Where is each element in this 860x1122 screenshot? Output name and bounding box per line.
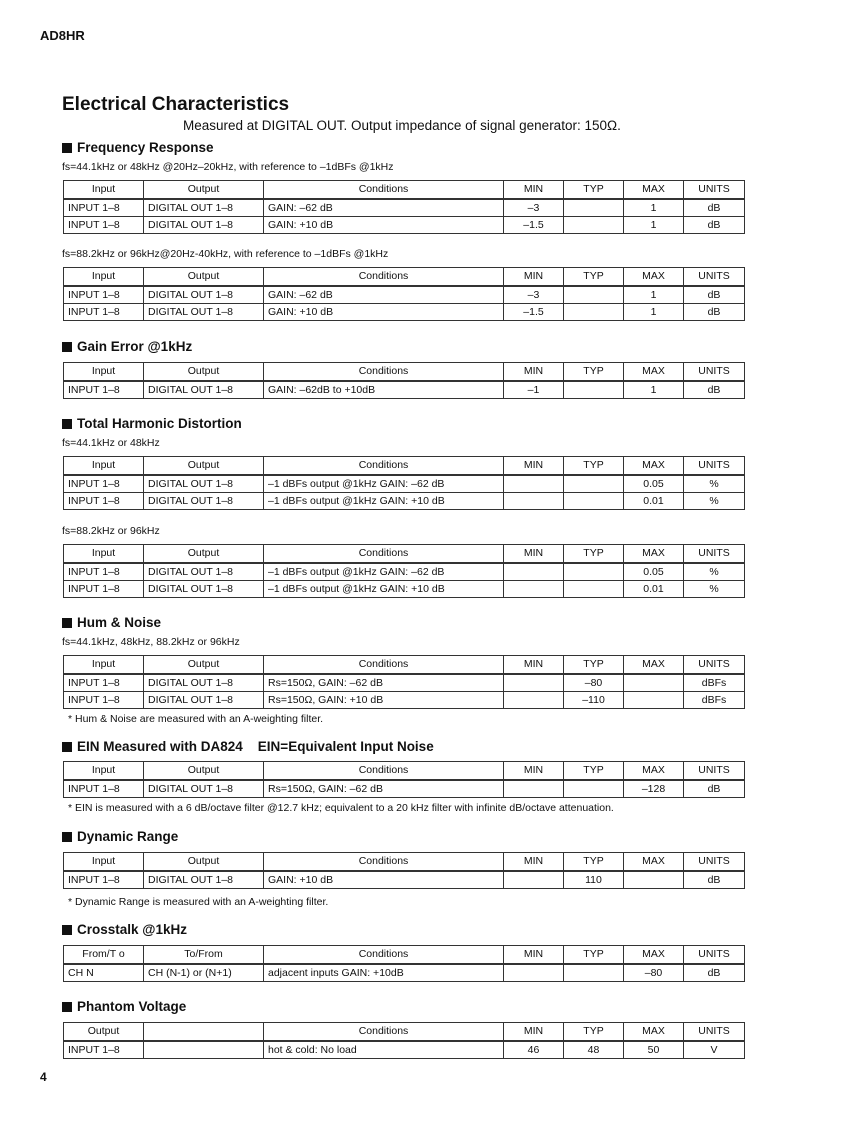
section-title: Hum & Noise <box>77 615 162 630</box>
table-row <box>64 581 745 598</box>
conditions-cell: GAIN: –62 dB <box>264 199 504 217</box>
typ-cell <box>564 286 624 304</box>
section-phantom-voltage <box>62 999 186 1014</box>
column-header: TYP <box>564 762 624 781</box>
table-row <box>64 217 745 234</box>
footnote: * Hum & Noise are measured with an A-weighting filter. <box>68 713 324 725</box>
max-cell: 0.05 <box>624 475 684 493</box>
column-header: Conditions <box>264 268 504 287</box>
column-header: MAX <box>624 363 684 382</box>
spec-table <box>63 852 745 889</box>
max-cell <box>624 692 684 709</box>
input-cell: INPUT 1–8 <box>64 871 144 889</box>
max-cell: 0.05 <box>624 563 684 581</box>
section-title: EIN Measured with DA824 EIN=Equivalent Input Noise <box>77 739 434 754</box>
typ-cell <box>564 581 624 598</box>
column-header: MIN <box>504 853 564 872</box>
bullet-square-icon <box>62 925 72 935</box>
column-header: TYP <box>564 656 624 675</box>
column-header: TYP <box>564 853 624 872</box>
max-cell <box>624 674 684 692</box>
section-title: Crosstalk @1kHz <box>77 922 187 937</box>
input-cell: INPUT 1–8 <box>64 563 144 581</box>
min-cell <box>504 563 564 581</box>
input-cell: INPUT 1–8 <box>64 780 144 798</box>
column-header: MAX <box>624 457 684 476</box>
condition-note: fs=44.1kHz, 48kHz, 88.2kHz or 96kHz <box>62 636 240 648</box>
column-header: Output <box>144 363 264 382</box>
min-cell <box>504 475 564 493</box>
model-header: AD8HR <box>40 28 85 43</box>
section-ein <box>62 739 434 754</box>
conditions-cell: –1 dBFs output @1kHz GAIN: +10 dB <box>264 581 504 598</box>
column-header: UNITS <box>684 656 745 675</box>
column-header: UNITS <box>684 762 745 781</box>
bullet-square-icon <box>62 618 72 628</box>
min-cell <box>504 493 564 510</box>
output-cell: DIGITAL OUT 1–8 <box>144 217 264 234</box>
column-header: MAX <box>624 762 684 781</box>
conditions-cell: –1 dBFs output @1kHz GAIN: +10 dB <box>264 493 504 510</box>
column-header: MIN <box>504 457 564 476</box>
table-header-row <box>64 268 745 287</box>
table-row <box>64 563 745 581</box>
output-cell: DIGITAL OUT 1–8 <box>144 780 264 798</box>
input-cell: INPUT 1–8 <box>64 493 144 510</box>
column-header: MAX <box>624 946 684 965</box>
footnote: * Dynamic Range is measured with an A-weighting filter. <box>68 896 329 908</box>
column-header: UNITS <box>684 363 745 382</box>
typ-cell: 48 <box>564 1041 624 1059</box>
output-cell: CH (N-1) or (N+1) <box>144 964 264 982</box>
table-header-row <box>64 363 745 382</box>
output-cell: DIGITAL OUT 1–8 <box>144 871 264 889</box>
output-cell <box>144 1041 264 1059</box>
column-header: UNITS <box>684 457 745 476</box>
conditions-cell: GAIN: +10 dB <box>264 217 504 234</box>
column-header: From/T o <box>64 946 144 965</box>
input-cell: INPUT 1–8 <box>64 199 144 217</box>
spec-table <box>63 362 745 399</box>
bullet-square-icon <box>62 342 72 352</box>
bullet-square-icon <box>62 143 72 153</box>
column-header: Conditions <box>264 656 504 675</box>
table-row <box>64 1041 745 1059</box>
column-header: MIN <box>504 181 564 200</box>
table-row <box>64 674 745 692</box>
units-cell: dBFs <box>684 692 745 709</box>
page-number: 4 <box>40 1070 47 1084</box>
input-cell: INPUT 1–8 <box>64 286 144 304</box>
output-cell: DIGITAL OUT 1–8 <box>144 304 264 321</box>
condition-note: fs=88.2kHz or 96kHz@20Hz-40kHz, with reference to –1dBFs @1kHz <box>62 248 389 260</box>
column-header: Conditions <box>264 181 504 200</box>
typ-cell <box>564 780 624 798</box>
bullet-square-icon <box>62 742 72 752</box>
column-header: Output <box>144 656 264 675</box>
conditions-cell: –1 dBFs output @1kHz GAIN: –62 dB <box>264 563 504 581</box>
units-cell: dB <box>684 871 745 889</box>
column-header: Input <box>64 853 144 872</box>
table-header-row <box>64 545 745 564</box>
column-header: Conditions <box>264 946 504 965</box>
table-row <box>64 304 745 321</box>
column-header: Input <box>64 457 144 476</box>
section-gain-error <box>62 339 192 354</box>
min-cell: –1.5 <box>504 217 564 234</box>
output-cell: DIGITAL OUT 1–8 <box>144 381 264 399</box>
typ-cell <box>564 964 624 982</box>
max-cell: 1 <box>624 381 684 399</box>
units-cell: dB <box>684 381 745 399</box>
input-cell: CH N <box>64 964 144 982</box>
output-cell: DIGITAL OUT 1–8 <box>144 286 264 304</box>
column-header: MIN <box>504 363 564 382</box>
max-cell: 1 <box>624 286 684 304</box>
table-header-row <box>64 762 745 781</box>
section-title: Phantom Voltage <box>77 999 187 1014</box>
bullet-square-icon <box>62 419 72 429</box>
section-title: Total Harmonic Distortion <box>77 416 242 431</box>
section-title: Dynamic Range <box>77 829 179 844</box>
table-header-row <box>64 946 745 965</box>
table-row <box>64 381 745 399</box>
typ-cell <box>564 563 624 581</box>
max-cell: –128 <box>624 780 684 798</box>
column-header: MIN <box>504 1023 564 1042</box>
column-header: MIN <box>504 946 564 965</box>
column-header: Output <box>144 853 264 872</box>
bullet-square-icon <box>62 1002 72 1012</box>
column-header: TYP <box>564 545 624 564</box>
column-header: To/From <box>144 946 264 965</box>
section-title: Gain Error @1kHz <box>77 339 193 354</box>
column-header: Conditions <box>264 1023 504 1042</box>
section-frequency-response <box>62 140 214 155</box>
min-cell: –3 <box>504 286 564 304</box>
page-subtitle: Measured at DIGITAL OUT. Output impedance of signal generator: 150Ω. <box>183 118 621 133</box>
input-cell: INPUT 1–8 <box>64 674 144 692</box>
column-header: Input <box>64 656 144 675</box>
section-title: Frequency Response <box>77 140 214 155</box>
column-header: MIN <box>504 545 564 564</box>
column-header: Output <box>144 545 264 564</box>
typ-cell <box>564 199 624 217</box>
conditions-cell: GAIN: +10 dB <box>264 871 504 889</box>
max-cell: –80 <box>624 964 684 982</box>
footnote: * EIN is measured with a 6 dB/octave filter @12.7 kHz; equivalent to a 20 kHz filter with infinite dB/octave attenuation. <box>68 802 614 814</box>
units-cell: dB <box>684 304 745 321</box>
conditions-cell: adjacent inputs GAIN: +10dB <box>264 964 504 982</box>
column-header: UNITS <box>684 1023 745 1042</box>
max-cell <box>624 871 684 889</box>
output-cell: DIGITAL OUT 1–8 <box>144 692 264 709</box>
typ-cell <box>564 304 624 321</box>
column-header: Input <box>64 363 144 382</box>
section-crosstalk <box>62 922 187 937</box>
column-header: UNITS <box>684 946 745 965</box>
column-header: TYP <box>564 946 624 965</box>
min-cell <box>504 581 564 598</box>
column-header: TYP <box>564 181 624 200</box>
column-header: Conditions <box>264 853 504 872</box>
table-row <box>64 286 745 304</box>
column-header: Output <box>144 762 264 781</box>
spec-table <box>63 1022 745 1059</box>
page-title: Electrical Characteristics <box>62 94 290 115</box>
table-row <box>64 871 745 889</box>
input-cell: INPUT 1–8 <box>64 1041 144 1059</box>
units-cell: dB <box>684 964 745 982</box>
min-cell: –1 <box>504 381 564 399</box>
min-cell <box>504 871 564 889</box>
typ-cell: 110 <box>564 871 624 889</box>
table-header-row <box>64 853 745 872</box>
units-cell: % <box>684 493 745 510</box>
units-cell: dB <box>684 199 745 217</box>
column-header: Output <box>64 1023 144 1042</box>
conditions-cell: Rs=150Ω, GAIN: –62 dB <box>264 674 504 692</box>
output-cell: DIGITAL OUT 1–8 <box>144 563 264 581</box>
typ-cell: –80 <box>564 674 624 692</box>
column-header: MAX <box>624 853 684 872</box>
units-cell: dB <box>684 286 745 304</box>
output-cell: DIGITAL OUT 1–8 <box>144 493 264 510</box>
section-thd <box>62 416 242 431</box>
condition-note: fs=88.2kHz or 96kHz <box>62 525 160 537</box>
column-header: MAX <box>624 268 684 287</box>
conditions-cell: GAIN: –62dB to +10dB <box>264 381 504 399</box>
input-cell: INPUT 1–8 <box>64 581 144 598</box>
column-header: MAX <box>624 181 684 200</box>
column-header: MAX <box>624 545 684 564</box>
column-header: Conditions <box>264 762 504 781</box>
table-row <box>64 692 745 709</box>
condition-note: fs=44.1kHz or 48kHz <box>62 437 160 449</box>
conditions-cell: GAIN: –62 dB <box>264 286 504 304</box>
column-header: UNITS <box>684 853 745 872</box>
output-cell: DIGITAL OUT 1–8 <box>144 674 264 692</box>
typ-cell <box>564 493 624 510</box>
max-cell: 1 <box>624 217 684 234</box>
table-row <box>64 493 745 510</box>
spec-table <box>63 945 745 982</box>
column-header <box>144 1023 264 1042</box>
section-hum-noise <box>62 615 161 630</box>
units-cell: % <box>684 563 745 581</box>
units-cell: dB <box>684 780 745 798</box>
table-row <box>64 964 745 982</box>
input-cell: INPUT 1–8 <box>64 217 144 234</box>
table-header-row <box>64 656 745 675</box>
section-dynamic-range <box>62 829 178 844</box>
bullet-square-icon <box>62 832 72 842</box>
table-row <box>64 780 745 798</box>
output-cell: DIGITAL OUT 1–8 <box>144 581 264 598</box>
typ-cell <box>564 381 624 399</box>
column-header: Input <box>64 762 144 781</box>
units-cell: % <box>684 581 745 598</box>
column-header: MAX <box>624 1023 684 1042</box>
column-header: UNITS <box>684 268 745 287</box>
column-header: Input <box>64 268 144 287</box>
table-header-row <box>64 457 745 476</box>
units-cell: V <box>684 1041 745 1059</box>
table-header-row <box>64 1023 745 1042</box>
input-cell: INPUT 1–8 <box>64 381 144 399</box>
conditions-cell: GAIN: +10 dB <box>264 304 504 321</box>
typ-cell <box>564 217 624 234</box>
condition-note: fs=44.1kHz or 48kHz @20Hz–20kHz, with reference to –1dBFs @1kHz <box>62 161 394 173</box>
column-header: Output <box>144 457 264 476</box>
max-cell: 0.01 <box>624 581 684 598</box>
column-header: TYP <box>564 1023 624 1042</box>
max-cell: 50 <box>624 1041 684 1059</box>
min-cell: –1.5 <box>504 304 564 321</box>
column-header: UNITS <box>684 545 745 564</box>
min-cell <box>504 692 564 709</box>
max-cell: 1 <box>624 304 684 321</box>
conditions-cell: Rs=150Ω, GAIN: –62 dB <box>264 780 504 798</box>
spec-table <box>63 655 745 709</box>
output-cell: DIGITAL OUT 1–8 <box>144 475 264 493</box>
column-header: MIN <box>504 762 564 781</box>
column-header: MIN <box>504 268 564 287</box>
typ-cell <box>564 475 624 493</box>
conditions-cell: Rs=150Ω, GAIN: +10 dB <box>264 692 504 709</box>
spec-table <box>63 180 745 234</box>
min-cell: 46 <box>504 1041 564 1059</box>
table-header-row <box>64 181 745 200</box>
column-header: TYP <box>564 363 624 382</box>
input-cell: INPUT 1–8 <box>64 304 144 321</box>
units-cell: dB <box>684 217 745 234</box>
min-cell <box>504 964 564 982</box>
spec-table <box>63 544 745 598</box>
column-header: Input <box>64 181 144 200</box>
spec-table <box>63 456 745 510</box>
column-header: TYP <box>564 457 624 476</box>
column-header: Conditions <box>264 363 504 382</box>
spec-table <box>63 761 745 798</box>
typ-cell: –110 <box>564 692 624 709</box>
units-cell: dBFs <box>684 674 745 692</box>
table-row <box>64 199 745 217</box>
conditions-cell: –1 dBFs output @1kHz GAIN: –62 dB <box>264 475 504 493</box>
min-cell: –3 <box>504 199 564 217</box>
table-row <box>64 475 745 493</box>
output-cell: DIGITAL OUT 1–8 <box>144 199 264 217</box>
min-cell <box>504 780 564 798</box>
column-header: Output <box>144 268 264 287</box>
column-header: Conditions <box>264 457 504 476</box>
column-header: Output <box>144 181 264 200</box>
spec-table <box>63 267 745 321</box>
input-cell: INPUT 1–8 <box>64 692 144 709</box>
column-header: TYP <box>564 268 624 287</box>
column-header: UNITS <box>684 181 745 200</box>
column-header: MIN <box>504 656 564 675</box>
max-cell: 0.01 <box>624 493 684 510</box>
min-cell <box>504 674 564 692</box>
input-cell: INPUT 1–8 <box>64 475 144 493</box>
max-cell: 1 <box>624 199 684 217</box>
conditions-cell: hot & cold: No load <box>264 1041 504 1059</box>
units-cell: % <box>684 475 745 493</box>
column-header: MAX <box>624 656 684 675</box>
column-header: Conditions <box>264 545 504 564</box>
column-header: Input <box>64 545 144 564</box>
